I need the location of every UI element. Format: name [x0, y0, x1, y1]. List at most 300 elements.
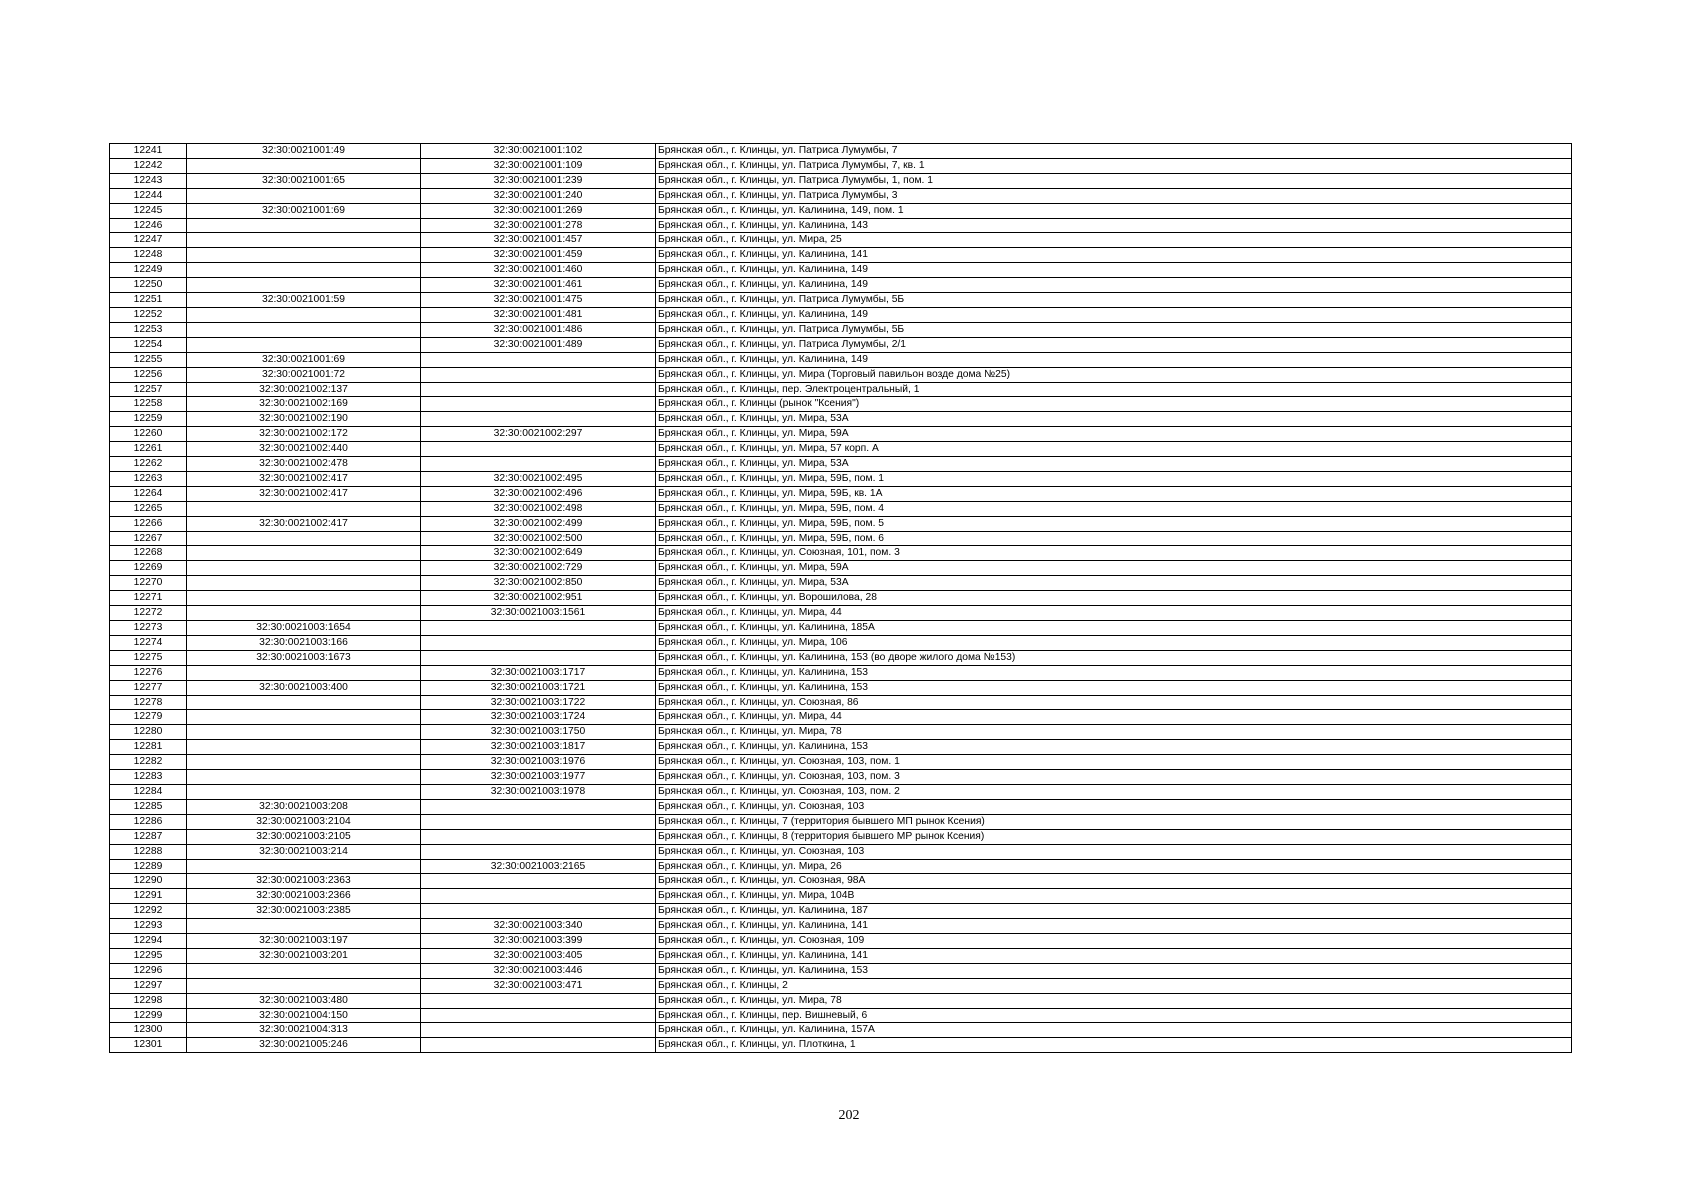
building-cadastral-number-cell	[421, 650, 656, 665]
table-row	[110, 829, 1572, 844]
address-cell: Брянская обл., г. Клинцы, 7 (территория бывшего МП рынок Ксения)	[656, 814, 1572, 829]
address-cell: Брянская обл., г. Клинцы, ул. Калинина, 153	[656, 680, 1572, 695]
land-cadastral-number-cell	[187, 546, 421, 561]
row-number-cell: 12297	[110, 978, 187, 993]
address-cell: Брянская обл., г. Клинцы, 2	[656, 978, 1572, 993]
table-row	[110, 412, 1572, 427]
building-cadastral-number-cell	[421, 814, 656, 829]
row-number-cell: 12243	[110, 173, 187, 188]
building-cadastral-number-cell	[421, 635, 656, 650]
address-cell: Брянская обл., г. Клинцы, ул. Мира, 78	[656, 725, 1572, 740]
building-cadastral-number-cell: 32:30:0021001:461	[421, 278, 656, 293]
address-cell: Брянская обл., г. Клинцы, ул. Мира, 59Б, кв. 1А	[656, 486, 1572, 501]
address-cell: Брянская обл., г. Клинцы, ул. Мира, 59Б, пом. 1	[656, 471, 1572, 486]
table-row	[110, 665, 1572, 680]
address-cell: Брянская обл., г. Клинцы, ул. Союзная, 86	[656, 695, 1572, 710]
row-number-cell: 12283	[110, 770, 187, 785]
table-row	[110, 576, 1572, 591]
building-cadastral-number-cell: 32:30:0021003:1717	[421, 665, 656, 680]
address-cell: Брянская обл., г. Клинцы, ул. Союзная, 103, пом. 3	[656, 770, 1572, 785]
table-row	[110, 471, 1572, 486]
row-number-cell: 12268	[110, 546, 187, 561]
table-row	[110, 874, 1572, 889]
land-cadastral-number-cell: 32:30:0021003:197	[187, 934, 421, 949]
address-cell: Брянская обл., г. Клинцы, ул. Калинина, 149	[656, 352, 1572, 367]
table-row	[110, 844, 1572, 859]
address-cell: Брянская обл., г. Клинцы, ул. Патриса Лумумбы, 7	[656, 144, 1572, 159]
building-cadastral-number-cell: 32:30:0021003:2165	[421, 859, 656, 874]
address-cell: Брянская обл., г. Клинцы, ул. Калинина, 141	[656, 248, 1572, 263]
row-number-cell: 12257	[110, 382, 187, 397]
building-cadastral-number-cell	[421, 621, 656, 636]
registry-table	[109, 143, 1572, 1053]
building-cadastral-number-cell: 32:30:0021003:1750	[421, 725, 656, 740]
building-cadastral-number-cell	[421, 1008, 656, 1023]
land-cadastral-number-cell: 32:30:0021003:2363	[187, 874, 421, 889]
address-cell: Брянская обл., г. Клинцы, ул. Патриса Лумумбы, 2/1	[656, 337, 1572, 352]
building-cadastral-number-cell: 32:30:0021003:1561	[421, 606, 656, 621]
land-cadastral-number-cell: 32:30:0021002:417	[187, 486, 421, 501]
land-cadastral-number-cell	[187, 158, 421, 173]
address-cell: Брянская обл., г. Клинцы, ул. Калинина, 149	[656, 263, 1572, 278]
table-row	[110, 457, 1572, 472]
row-number-cell: 12286	[110, 814, 187, 829]
address-cell: Брянская обл., г. Клинцы, ул. Мира, 53А	[656, 412, 1572, 427]
row-number-cell: 12279	[110, 710, 187, 725]
table-row	[110, 397, 1572, 412]
building-cadastral-number-cell	[421, 799, 656, 814]
table-row	[110, 1008, 1572, 1023]
table-row	[110, 934, 1572, 949]
land-cadastral-number-cell: 32:30:0021002:190	[187, 412, 421, 427]
address-cell: Брянская обл., г. Клинцы, ул. Союзная, 103	[656, 844, 1572, 859]
building-cadastral-number-cell	[421, 457, 656, 472]
row-number-cell: 12295	[110, 948, 187, 963]
row-number-cell: 12267	[110, 531, 187, 546]
building-cadastral-number-cell: 32:30:0021002:496	[421, 486, 656, 501]
address-cell: Брянская обл., г. Клинцы, пер. Электроцентральный, 1	[656, 382, 1572, 397]
address-cell: Брянская обл., г. Клинцы, ул. Калинина, 153	[656, 665, 1572, 680]
row-number-cell: 12242	[110, 158, 187, 173]
row-number-cell: 12263	[110, 471, 187, 486]
row-number-cell: 12285	[110, 799, 187, 814]
address-cell: Брянская обл., г. Клинцы, ул. Мира, 78	[656, 993, 1572, 1008]
land-cadastral-number-cell: 32:30:0021003:208	[187, 799, 421, 814]
row-number-cell: 12269	[110, 561, 187, 576]
land-cadastral-number-cell	[187, 233, 421, 248]
land-cadastral-number-cell	[187, 770, 421, 785]
address-cell: Брянская обл., г. Клинцы, ул. Мира, 59Б, пом. 5	[656, 516, 1572, 531]
page-number: 202	[838, 1108, 860, 1123]
building-cadastral-number-cell: 32:30:0021002:729	[421, 561, 656, 576]
land-cadastral-number-cell: 32:30:0021002:440	[187, 442, 421, 457]
land-cadastral-number-cell	[187, 248, 421, 263]
building-cadastral-number-cell: 32:30:0021002:649	[421, 546, 656, 561]
table-row	[110, 1023, 1572, 1038]
building-cadastral-number-cell: 32:30:0021002:297	[421, 427, 656, 442]
table-row	[110, 770, 1572, 785]
row-number-cell: 12278	[110, 695, 187, 710]
address-cell: Брянская обл., г. Клинцы, ул. Патриса Лумумбы, 5Б	[656, 322, 1572, 337]
building-cadastral-number-cell	[421, 1023, 656, 1038]
table-row	[110, 784, 1572, 799]
table-row	[110, 203, 1572, 218]
table-row	[110, 442, 1572, 457]
land-cadastral-number-cell	[187, 919, 421, 934]
table-row	[110, 144, 1572, 159]
building-cadastral-number-cell: 32:30:0021003:1722	[421, 695, 656, 710]
land-cadastral-number-cell	[187, 576, 421, 591]
address-cell: Брянская обл., г. Клинцы, ул. Мира, 25	[656, 233, 1572, 248]
land-cadastral-number-cell: 32:30:0021003:2366	[187, 889, 421, 904]
land-cadastral-number-cell	[187, 784, 421, 799]
table-row	[110, 799, 1572, 814]
row-number-cell: 12244	[110, 188, 187, 203]
land-cadastral-number-cell: 32:30:0021003:214	[187, 844, 421, 859]
land-cadastral-number-cell	[187, 725, 421, 740]
land-cadastral-number-cell: 32:30:0021001:69	[187, 352, 421, 367]
land-cadastral-number-cell: 32:30:0021003:2385	[187, 904, 421, 919]
registry-table-body	[110, 144, 1572, 1053]
row-number-cell: 12256	[110, 367, 187, 382]
land-cadastral-number-cell: 32:30:0021004:150	[187, 1008, 421, 1023]
building-cadastral-number-cell: 32:30:0021001:269	[421, 203, 656, 218]
address-cell: Брянская обл., г. Клинцы, ул. Калинина, 149	[656, 307, 1572, 322]
row-number-cell: 12249	[110, 263, 187, 278]
building-cadastral-number-cell: 32:30:0021001:240	[421, 188, 656, 203]
row-number-cell: 12280	[110, 725, 187, 740]
row-number-cell: 12266	[110, 516, 187, 531]
row-number-cell: 12270	[110, 576, 187, 591]
land-cadastral-number-cell	[187, 591, 421, 606]
address-cell: Брянская обл., г. Клинцы, 8 (территория бывшего МР рынок Ксения)	[656, 829, 1572, 844]
land-cadastral-number-cell	[187, 337, 421, 352]
row-number-cell: 12272	[110, 606, 187, 621]
row-number-cell: 12261	[110, 442, 187, 457]
address-cell: Брянская обл., г. Клинцы, ул. Мира, 57 корп. А	[656, 442, 1572, 457]
row-number-cell: 12250	[110, 278, 187, 293]
table-row	[110, 278, 1572, 293]
row-number-cell: 12274	[110, 635, 187, 650]
row-number-cell: 12276	[110, 665, 187, 680]
table-row	[110, 218, 1572, 233]
address-cell: Брянская обл., г. Клинцы, ул. Калинина, 153	[656, 963, 1572, 978]
row-number-cell: 12275	[110, 650, 187, 665]
land-cadastral-number-cell	[187, 278, 421, 293]
row-number-cell: 12265	[110, 501, 187, 516]
land-cadastral-number-cell	[187, 755, 421, 770]
table-row	[110, 188, 1572, 203]
address-cell: Брянская обл., г. Клинцы, ул. Союзная, 101, пом. 3	[656, 546, 1572, 561]
building-cadastral-number-cell	[421, 1038, 656, 1053]
land-cadastral-number-cell	[187, 322, 421, 337]
land-cadastral-number-cell	[187, 307, 421, 322]
table-row	[110, 904, 1572, 919]
table-row	[110, 755, 1572, 770]
address-cell: Брянская обл., г. Клинцы, ул. Патриса Лумумбы, 1, пом. 1	[656, 173, 1572, 188]
row-number-cell: 12254	[110, 337, 187, 352]
address-cell: Брянская обл., г. Клинцы, ул. Калинина, 141	[656, 919, 1572, 934]
building-cadastral-number-cell: 32:30:0021001:459	[421, 248, 656, 263]
building-cadastral-number-cell	[421, 993, 656, 1008]
land-cadastral-number-cell: 32:30:0021005:246	[187, 1038, 421, 1053]
building-cadastral-number-cell: 32:30:0021003:1976	[421, 755, 656, 770]
land-cadastral-number-cell: 32:30:0021002:417	[187, 471, 421, 486]
table-row	[110, 248, 1572, 263]
land-cadastral-number-cell: 32:30:0021003:2105	[187, 829, 421, 844]
building-cadastral-number-cell	[421, 367, 656, 382]
table-row	[110, 695, 1572, 710]
land-cadastral-number-cell	[187, 188, 421, 203]
building-cadastral-number-cell: 32:30:0021003:399	[421, 934, 656, 949]
row-number-cell: 12289	[110, 859, 187, 874]
table-row	[110, 650, 1572, 665]
address-cell: Брянская обл., г. Клинцы, ул. Мира, 106	[656, 635, 1572, 650]
table-row	[110, 963, 1572, 978]
row-number-cell: 12260	[110, 427, 187, 442]
building-cadastral-number-cell: 32:30:0021002:850	[421, 576, 656, 591]
building-cadastral-number-cell: 32:30:0021001:457	[421, 233, 656, 248]
row-number-cell: 12253	[110, 322, 187, 337]
land-cadastral-number-cell	[187, 695, 421, 710]
row-number-cell: 12259	[110, 412, 187, 427]
address-cell: Брянская обл., г. Клинцы, ул. Калинина, 185А	[656, 621, 1572, 636]
land-cadastral-number-cell: 32:30:0021003:1654	[187, 621, 421, 636]
building-cadastral-number-cell: 32:30:0021003:1817	[421, 740, 656, 755]
building-cadastral-number-cell	[421, 412, 656, 427]
row-number-cell: 12291	[110, 889, 187, 904]
building-cadastral-number-cell: 32:30:0021003:446	[421, 963, 656, 978]
address-cell: Брянская обл., г. Клинцы, ул. Мира, 44	[656, 710, 1572, 725]
building-cadastral-number-cell: 32:30:0021003:340	[421, 919, 656, 934]
row-number-cell: 12290	[110, 874, 187, 889]
table-row	[110, 814, 1572, 829]
table-row	[110, 591, 1572, 606]
table-row	[110, 322, 1572, 337]
row-number-cell: 12277	[110, 680, 187, 695]
row-number-cell: 12281	[110, 740, 187, 755]
row-number-cell: 12264	[110, 486, 187, 501]
table-row	[110, 293, 1572, 308]
land-cadastral-number-cell	[187, 963, 421, 978]
address-cell: Брянская обл., г. Клинцы, ул. Союзная, 109	[656, 934, 1572, 949]
land-cadastral-number-cell	[187, 606, 421, 621]
table-row	[110, 263, 1572, 278]
address-cell: Брянская обл., г. Клинцы, ул. Мира, 53А	[656, 457, 1572, 472]
row-number-cell: 12294	[110, 934, 187, 949]
row-number-cell: 12300	[110, 1023, 187, 1038]
address-cell: Брянская обл., г. Клинцы, ул. Мира, 26	[656, 859, 1572, 874]
building-cadastral-number-cell	[421, 829, 656, 844]
table-row	[110, 889, 1572, 904]
building-cadastral-number-cell: 32:30:0021003:1724	[421, 710, 656, 725]
building-cadastral-number-cell: 32:30:0021001:102	[421, 144, 656, 159]
table-row	[110, 919, 1572, 934]
building-cadastral-number-cell: 32:30:0021001:475	[421, 293, 656, 308]
land-cadastral-number-cell: 32:30:0021003:166	[187, 635, 421, 650]
land-cadastral-number-cell	[187, 710, 421, 725]
row-number-cell: 12288	[110, 844, 187, 859]
address-cell: Брянская обл., г. Клинцы, ул. Мира, 104В	[656, 889, 1572, 904]
address-cell: Брянская обл., г. Клинцы, ул. Мира, 44	[656, 606, 1572, 621]
row-number-cell: 12258	[110, 397, 187, 412]
building-cadastral-number-cell: 32:30:0021001:460	[421, 263, 656, 278]
table-row	[110, 546, 1572, 561]
building-cadastral-number-cell: 32:30:0021001:239	[421, 173, 656, 188]
building-cadastral-number-cell: 32:30:0021003:1721	[421, 680, 656, 695]
land-cadastral-number-cell: 32:30:0021003:1673	[187, 650, 421, 665]
table-row	[110, 501, 1572, 516]
table-row	[110, 531, 1572, 546]
building-cadastral-number-cell: 32:30:0021002:499	[421, 516, 656, 531]
address-cell: Брянская обл., г. Клинцы, ул. Мира, 59Б, пом. 4	[656, 501, 1572, 516]
building-cadastral-number-cell: 32:30:0021001:481	[421, 307, 656, 322]
land-cadastral-number-cell	[187, 665, 421, 680]
address-cell: Брянская обл., г. Клинцы, ул. Мира, 59Б, пом. 6	[656, 531, 1572, 546]
land-cadastral-number-cell	[187, 501, 421, 516]
row-number-cell: 12252	[110, 307, 187, 322]
building-cadastral-number-cell	[421, 352, 656, 367]
row-number-cell: 12296	[110, 963, 187, 978]
building-cadastral-number-cell	[421, 889, 656, 904]
building-cadastral-number-cell: 32:30:0021001:278	[421, 218, 656, 233]
row-number-cell: 12241	[110, 144, 187, 159]
table-row	[110, 367, 1572, 382]
table-row	[110, 382, 1572, 397]
address-cell: Брянская обл., г. Клинцы, ул. Ворошилова, 28	[656, 591, 1572, 606]
building-cadastral-number-cell	[421, 382, 656, 397]
building-cadastral-number-cell: 32:30:0021001:489	[421, 337, 656, 352]
building-cadastral-number-cell: 32:30:0021002:498	[421, 501, 656, 516]
row-number-cell: 12271	[110, 591, 187, 606]
address-cell: Брянская обл., г. Клинцы, ул. Калинина, 187	[656, 904, 1572, 919]
address-cell: Брянская обл., г. Клинцы, ул. Плоткина, 1	[656, 1038, 1572, 1053]
building-cadastral-number-cell: 32:30:0021001:109	[421, 158, 656, 173]
row-number-cell: 12301	[110, 1038, 187, 1053]
table-row	[110, 561, 1572, 576]
land-cadastral-number-cell: 32:30:0021001:69	[187, 203, 421, 218]
address-cell: Брянская обл., г. Клинцы, ул. Патриса Лумумбы, 3	[656, 188, 1572, 203]
address-cell: Брянская обл., г. Клинцы, ул. Патриса Лумумбы, 7, кв. 1	[656, 158, 1572, 173]
table-row	[110, 1038, 1572, 1053]
land-cadastral-number-cell	[187, 561, 421, 576]
row-number-cell: 12298	[110, 993, 187, 1008]
address-cell: Брянская обл., г. Клинцы, ул. Союзная, 103, пом. 1	[656, 755, 1572, 770]
table-row	[110, 635, 1572, 650]
table-row	[110, 516, 1572, 531]
building-cadastral-number-cell: 32:30:0021003:405	[421, 948, 656, 963]
building-cadastral-number-cell	[421, 904, 656, 919]
row-number-cell: 12282	[110, 755, 187, 770]
address-cell: Брянская обл., г. Клинцы, ул. Калинина, 141	[656, 948, 1572, 963]
address-cell: Брянская обл., г. Клинцы, ул. Союзная, 103, пом. 2	[656, 784, 1572, 799]
registry-table-container	[109, 143, 1571, 1053]
table-row	[110, 307, 1572, 322]
table-row	[110, 859, 1572, 874]
building-cadastral-number-cell	[421, 397, 656, 412]
table-row	[110, 173, 1572, 188]
table-row	[110, 725, 1572, 740]
land-cadastral-number-cell: 32:30:0021003:480	[187, 993, 421, 1008]
row-number-cell: 12287	[110, 829, 187, 844]
row-number-cell: 12255	[110, 352, 187, 367]
land-cadastral-number-cell	[187, 740, 421, 755]
table-row	[110, 993, 1572, 1008]
land-cadastral-number-cell: 32:30:0021003:2104	[187, 814, 421, 829]
land-cadastral-number-cell: 32:30:0021003:400	[187, 680, 421, 695]
row-number-cell: 12251	[110, 293, 187, 308]
table-row	[110, 486, 1572, 501]
address-cell: Брянская обл., г. Клинцы, ул. Калинина, 143	[656, 218, 1572, 233]
land-cadastral-number-cell: 32:30:0021002:478	[187, 457, 421, 472]
row-number-cell: 12292	[110, 904, 187, 919]
table-row	[110, 740, 1572, 755]
building-cadastral-number-cell	[421, 874, 656, 889]
land-cadastral-number-cell: 32:30:0021001:59	[187, 293, 421, 308]
table-row	[110, 948, 1572, 963]
row-number-cell: 12246	[110, 218, 187, 233]
table-row	[110, 427, 1572, 442]
row-number-cell: 12273	[110, 621, 187, 636]
table-row	[110, 158, 1572, 173]
land-cadastral-number-cell	[187, 859, 421, 874]
table-row	[110, 233, 1572, 248]
land-cadastral-number-cell: 32:30:0021001:72	[187, 367, 421, 382]
address-cell: Брянская обл., г. Клинцы, ул. Калинина, 149	[656, 278, 1572, 293]
table-row	[110, 606, 1572, 621]
land-cadastral-number-cell: 32:30:0021002:172	[187, 427, 421, 442]
building-cadastral-number-cell	[421, 442, 656, 457]
building-cadastral-number-cell: 32:30:0021002:500	[421, 531, 656, 546]
land-cadastral-number-cell: 32:30:0021002:137	[187, 382, 421, 397]
land-cadastral-number-cell	[187, 263, 421, 278]
land-cadastral-number-cell: 32:30:0021003:201	[187, 948, 421, 963]
building-cadastral-number-cell: 32:30:0021003:471	[421, 978, 656, 993]
land-cadastral-number-cell	[187, 531, 421, 546]
address-cell: Брянская обл., г. Клинцы, ул. Калинина, 153 (во дворе жилого дома №153)	[656, 650, 1572, 665]
address-cell: Брянская обл., г. Клинцы, ул. Мира (Торговый павильон возде дома №25)	[656, 367, 1572, 382]
building-cadastral-number-cell: 32:30:0021001:486	[421, 322, 656, 337]
building-cadastral-number-cell: 32:30:0021003:1977	[421, 770, 656, 785]
address-cell: Брянская обл., г. Клинцы, ул. Мира, 59А	[656, 427, 1572, 442]
row-number-cell: 12262	[110, 457, 187, 472]
address-cell: Брянская обл., г. Клинцы (рынок "Ксения")	[656, 397, 1572, 412]
building-cadastral-number-cell	[421, 844, 656, 859]
row-number-cell: 12293	[110, 919, 187, 934]
building-cadastral-number-cell: 32:30:0021003:1978	[421, 784, 656, 799]
address-cell: Брянская обл., г. Клинцы, ул. Мира, 59А	[656, 561, 1572, 576]
address-cell: Брянская обл., г. Клинцы, ул. Калинина, 153	[656, 740, 1572, 755]
row-number-cell: 12284	[110, 784, 187, 799]
table-row	[110, 352, 1572, 367]
land-cadastral-number-cell: 32:30:0021001:65	[187, 173, 421, 188]
land-cadastral-number-cell: 32:30:0021001:49	[187, 144, 421, 159]
row-number-cell: 12247	[110, 233, 187, 248]
table-row	[110, 621, 1572, 636]
table-row	[110, 337, 1572, 352]
land-cadastral-number-cell	[187, 218, 421, 233]
address-cell: Брянская обл., г. Клинцы, ул. Союзная, 98А	[656, 874, 1572, 889]
row-number-cell: 12299	[110, 1008, 187, 1023]
table-row	[110, 680, 1572, 695]
row-number-cell: 12248	[110, 248, 187, 263]
land-cadastral-number-cell	[187, 978, 421, 993]
address-cell: Брянская обл., г. Клинцы, ул. Калинина, 149, пом. 1	[656, 203, 1572, 218]
land-cadastral-number-cell: 32:30:0021002:169	[187, 397, 421, 412]
building-cadastral-number-cell: 32:30:0021002:951	[421, 591, 656, 606]
land-cadastral-number-cell: 32:30:0021002:417	[187, 516, 421, 531]
address-cell: Брянская обл., г. Клинцы, ул. Союзная, 103	[656, 799, 1572, 814]
